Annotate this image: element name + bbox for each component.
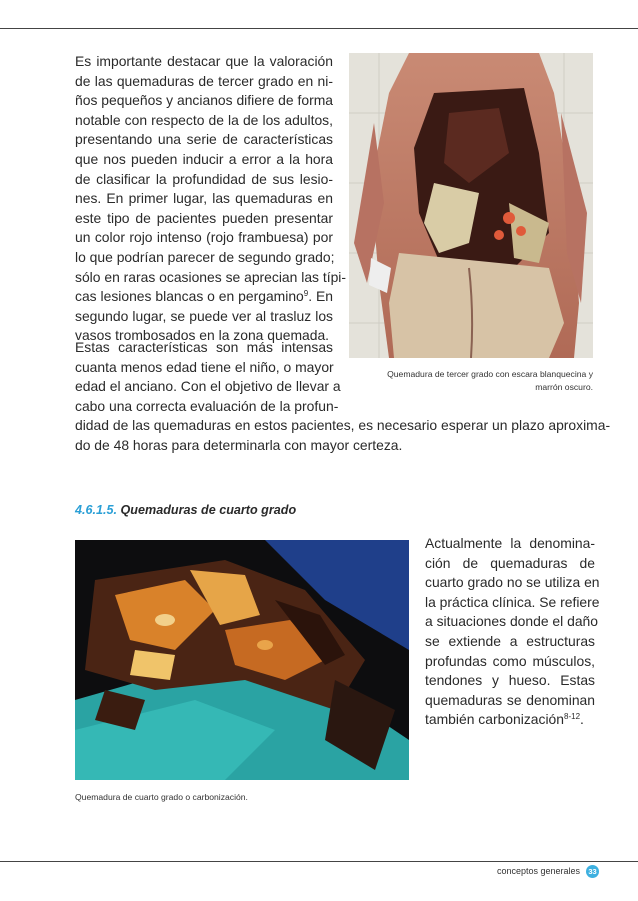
paragraph-fourth-degree bbox=[425, 534, 600, 730]
text-line: profundas como músculos, bbox=[425, 652, 595, 669]
reference-superscript: 8-12 bbox=[564, 712, 581, 722]
caption-line: marrón oscuro. bbox=[535, 382, 593, 392]
page-number-badge: 33 bbox=[586, 865, 599, 878]
section-number: 4.6.1.5. bbox=[75, 503, 118, 517]
text-fragment: cas lesiones blancas o en pergamino bbox=[75, 288, 304, 305]
paragraph-characteristics-continued bbox=[75, 416, 611, 455]
text-line: sólo en raras ocasiones se aprecian las típi- bbox=[75, 268, 347, 285]
text-line: tendones y hueso. Estas bbox=[425, 672, 595, 689]
text-line-with-ref bbox=[425, 710, 595, 730]
text-line: lo que podrían parecer de segundo grado; bbox=[75, 248, 335, 265]
text-fragment: . bbox=[580, 711, 584, 728]
text-line: presentando una serie de características bbox=[75, 131, 333, 148]
text-line: quemaduras se denominan bbox=[425, 691, 595, 708]
figure-caption: Quemadura de cuarto grado o carbonización. bbox=[75, 792, 248, 802]
photo-illustration bbox=[349, 53, 593, 358]
text-line: de clasificar la profundidad de sus lesio- bbox=[75, 170, 333, 187]
fourth-degree-burn-photo bbox=[75, 540, 409, 780]
section-title: Quemaduras de cuarto grado bbox=[120, 503, 297, 517]
text-line: Estas características son más intensas bbox=[75, 339, 333, 355]
figure-caption bbox=[349, 368, 593, 394]
text-line: vasos trombosados en la zona quemada. bbox=[75, 327, 330, 344]
text-fragment: también carbonización bbox=[425, 711, 564, 728]
text-line: que nos pueden inducir a error a la hora bbox=[75, 150, 333, 167]
text-line: ción de quemaduras de bbox=[425, 554, 595, 571]
paragraph-characteristics bbox=[75, 338, 341, 416]
text-line: Actualmente la denomina- bbox=[425, 535, 595, 551]
bottom-rule bbox=[0, 861, 638, 862]
text-line-with-ref bbox=[75, 287, 333, 307]
reference-superscript: 9 bbox=[303, 289, 309, 299]
text-line: nes. En primer lugar, las quemaduras en bbox=[75, 190, 333, 207]
text-line: cabo una correcta evaluación de la profun- bbox=[75, 397, 339, 414]
text-line: didad de las quemaduras en estos pacientes, es necesario esperar un plazo aproxima- bbox=[75, 417, 611, 433]
text-line: un color rojo intenso (rojo frambuesa) por bbox=[75, 229, 333, 246]
text-line: segundo lugar, se puede ver al trasluz los bbox=[75, 307, 333, 324]
text-line: este tipo de pacientes pueden presentar bbox=[75, 209, 333, 226]
caption-line: Quemadura de tercer grado con escara blanquecina y bbox=[387, 369, 593, 379]
text-line: notable con respecto de la de los adultos, bbox=[75, 111, 333, 128]
text-line: cuarto grado no se utiliza en bbox=[425, 574, 600, 591]
text-fragment: . En bbox=[308, 288, 333, 305]
photo-illustration bbox=[75, 540, 409, 780]
third-degree-burn-photo bbox=[349, 53, 593, 358]
text-line: do de 48 horas para determinarla con mayor certeza. bbox=[75, 436, 403, 453]
paragraph-intro bbox=[75, 52, 347, 346]
text-line: a situaciones donde el daño bbox=[425, 613, 598, 630]
text-line: se extiende a estructuras bbox=[425, 632, 595, 649]
section-heading bbox=[75, 503, 296, 517]
text-line: de las quemaduras de tercer grado en ni- bbox=[75, 72, 333, 89]
text-line: ños pequeños y ancianos difiere de forma bbox=[75, 92, 333, 109]
text-line: la práctica clínica. Se refiere bbox=[425, 593, 600, 610]
top-rule bbox=[0, 28, 638, 29]
text-line: edad el anciano. Con el objetivo de llevar a bbox=[75, 378, 341, 395]
footer-section-label: conceptos generales bbox=[496, 866, 580, 876]
text-line: Es importante destacar que la valoración bbox=[75, 53, 333, 69]
text-line: cuanta menos edad tiene el niño, o mayor bbox=[75, 358, 334, 375]
